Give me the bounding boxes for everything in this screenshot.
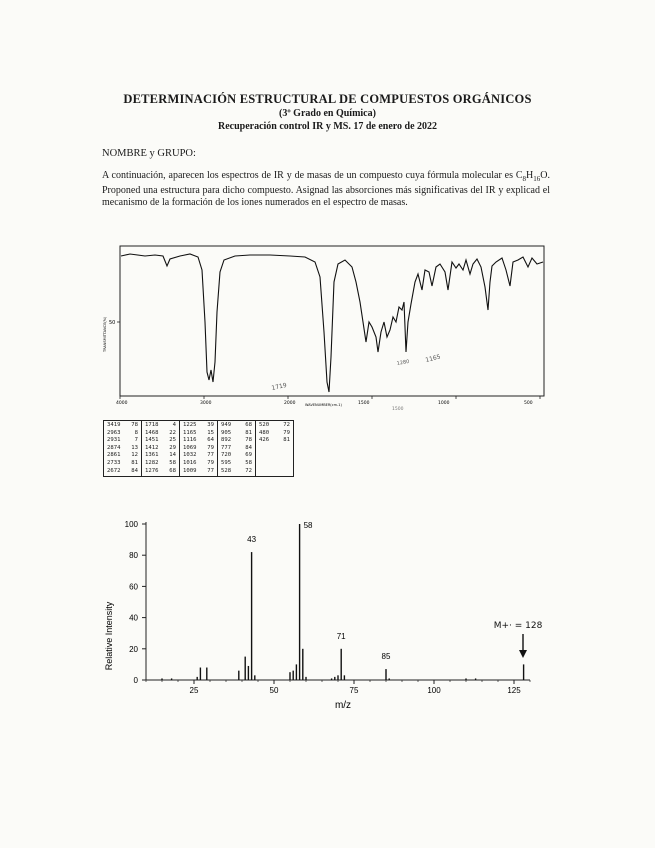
ir-trace [121,254,543,392]
instructions-text-1: A continuación, aparecen los espectros de IR y de masas de un compuesto cuya fórmula molecular es C [102,170,523,181]
ms-x-tick-label: 100 [427,686,441,695]
ir-peak-table [103,420,294,477]
ir-peak-wavenumber: 595 [221,459,232,466]
ir-y-tick-50: 50 [109,320,116,326]
ir-peak-entry [183,430,214,438]
ir-peak-wavenumber: 480 [259,429,270,436]
ms-peak-label: 71 [336,631,346,641]
ir-peak-column [142,421,180,477]
ms-peak-label: 85 [381,652,391,662]
ir-peak-wavenumber: 2874 [107,444,121,451]
ir-peak-transmittance: 84 [245,444,252,451]
ir-peak-column [218,421,256,477]
ir-peak-wavenumber: 1412 [145,444,159,451]
ir-peak-wavenumber: 2963 [107,429,121,436]
ir-peak-entry [183,452,214,460]
ir-peak-entry [107,422,138,430]
ir-peak-wavenumber: 1361 [145,452,159,459]
ir-peak-transmittance: 78 [131,422,138,428]
ir-peak-entry [145,460,176,468]
ms-y-tick-label: 20 [129,644,138,654]
ir-peak-transmittance: 64 [207,437,214,444]
formula-sub-8: 8 [522,175,527,183]
ir-annotation-1500: 1500 [392,407,404,412]
ir-peak-transmittance: 79 [207,444,214,451]
ir-annotation-1165: 1165 [424,353,442,364]
ms-peak-label: 58 [303,521,313,530]
ms-peak-labels [247,521,391,661]
ir-peak-wavenumber: 949 [221,422,232,428]
ir-peak-entry [259,430,290,438]
ir-peak-table-row [104,421,294,477]
ir-peak-column [180,421,218,477]
ir-peak-wavenumber: 1165 [183,429,197,436]
ir-peak-wavenumber: 1282 [145,459,159,466]
ir-peak-transmittance: 81 [283,437,290,444]
ir-peak-wavenumber: 2733 [107,459,121,466]
ir-peak-entry [183,445,214,453]
ir-peak-wavenumber: 720 [221,452,232,459]
document-subtitle-date: Recuperación control IR y MS. 17 de enero de 2022 [217,121,438,132]
ms-axes [125,520,530,695]
ir-peak-wavenumber: 777 [221,444,232,451]
ir-peak-transmittance: 58 [245,459,252,466]
ir-peak-entry [259,437,290,445]
ir-peak-transmittance: 8 [134,429,138,436]
ir-peak-wavenumber: 2861 [107,452,121,459]
ir-peak-transmittance: 77 [207,452,214,459]
ir-peak-wavenumber: 528 [221,467,232,474]
ir-peak-transmittance: 14 [169,452,176,459]
ir-x-tick-2000: 2000 [284,401,296,406]
ir-peak-wavenumber: 1069 [183,444,197,451]
ir-peak-transmittance: 29 [169,444,176,451]
ir-peak-entry [145,445,176,453]
ir-peak-entry [183,437,214,445]
ir-x-tick-3000: 3000 [200,401,212,406]
ir-peak-wavenumber: 1032 [183,452,197,459]
ir-peak-transmittance: 22 [169,429,176,436]
formula-sub-16: 16 [533,175,541,183]
ir-peak-wavenumber: 892 [221,437,232,444]
ir-peak-entry [221,422,252,430]
ir-peak-entry [145,452,176,460]
ir-peak-transmittance: 39 [207,422,214,428]
ir-x-tick-1000: 1000 [438,401,450,406]
ms-peak-label: 43 [247,535,257,545]
ir-peak-entry [107,452,138,460]
ms-x-tick-label: 75 [349,686,359,695]
formula-h: H [526,170,534,181]
ir-peak-entry [145,422,176,430]
ir-peak-entry [221,445,252,453]
ir-peak-wavenumber: 1016 [183,459,197,466]
instructions-text-2: O. Proponed una estructura para dicho compuesto. Asignad las absorciones más significativas del IR y explicad el mecanismo de la formación de los iones numerados en el espectro de masas. [102,170,550,209]
ir-peak-entry [145,468,176,476]
ms-y-tick-label: 40 [129,613,138,623]
ir-peak-transmittance: 78 [245,437,252,444]
ir-peak-entry [183,460,214,468]
ir-peak-entry [107,430,138,438]
ir-y-axis-label: TRANSMITTANCE(%) [103,316,107,352]
ir-annotation-1280: 1280 [396,358,410,367]
ir-x-tick-1500: 1500 [358,401,370,406]
ir-peak-transmittance: 72 [245,467,252,474]
ir-peak-transmittance: 84 [131,467,138,474]
ms-x-tick-label: 25 [189,686,199,695]
ir-peak-transmittance: 13 [131,444,138,451]
ir-peak-wavenumber: 520 [259,422,270,428]
ir-peak-wavenumber: 1009 [183,467,197,474]
ms-y-tick-label: 100 [124,520,138,529]
ir-peak-transmittance: 81 [131,459,138,466]
ir-peak-entry [183,468,214,476]
ms-x-tick-label: 50 [269,686,279,695]
ms-molecular-ion-annotation: M+· = 128 [493,621,543,631]
ms-y-tick-label: 80 [129,551,138,561]
ir-peak-entry [221,460,252,468]
ir-peak-transmittance: 4 [172,422,176,428]
ir-peak-wavenumber: 2931 [107,437,121,444]
name-group-label: NOMBRE y GRUPO: [102,148,196,159]
ms-y-tick-label: 0 [133,676,138,685]
ir-peak-transmittance: 79 [207,459,214,466]
ir-peak-wavenumber: 2672 [107,467,121,474]
ir-peak-wavenumber: 1468 [145,429,159,436]
ir-peak-wavenumber: 1225 [183,422,197,428]
ir-x-axis-label: WAVENUMBER(cm-1) [305,403,342,407]
ir-spectrum [100,242,550,414]
ir-peak-entry [107,468,138,476]
ir-peak-transmittance: 68 [245,422,252,428]
ir-peak-transmittance: 72 [283,422,290,428]
ir-peak-column [104,421,142,477]
ir-peak-transmittance: 77 [207,467,214,474]
ir-peak-transmittance: 81 [245,429,252,436]
ir-x-tick-500: 500 [524,401,533,406]
ir-peak-entry [145,430,176,438]
ir-peak-wavenumber: 1718 [145,422,159,428]
ms-x-axis-label: m/z [334,700,352,711]
ir-peak-transmittance: 12 [131,452,138,459]
mass-spectrum [98,512,548,712]
ir-peak-wavenumber: 1276 [145,467,159,474]
document-title: DETERMINACIÓN ESTRUCTURAL DE COMPUESTOS ORGÁNICOS [123,92,532,106]
ir-peak-entry [107,460,138,468]
ir-peak-entry [259,422,290,430]
ir-peak-entry [107,445,138,453]
ir-peak-wavenumber: 3419 [107,422,121,428]
ir-peak-transmittance: 15 [207,429,214,436]
ir-peak-transmittance: 58 [169,459,176,466]
ir-peak-entry [221,430,252,438]
instructions-paragraph [102,170,550,210]
ir-annotation-1719: 1719 [270,381,288,392]
ir-peak-transmittance: 68 [169,467,176,474]
document-subtitle: (3º Grado en Química) [279,108,376,119]
ir-peak-entry [221,468,252,476]
ms-y-axis-label: Relative Intensity [104,601,114,671]
ms-x-tick-label: 125 [507,686,521,695]
ir-peak-transmittance: 79 [283,429,290,436]
ir-peak-wavenumber: 426 [259,437,270,444]
ir-peak-entry [183,422,214,430]
ir-x-tick-4000: 4000 [116,401,128,406]
ir-peak-entry [221,452,252,460]
ir-peak-transmittance: 69 [245,452,252,459]
ms-molecular-ion-arrowhead [519,650,527,658]
ir-peak-column [256,421,294,477]
ir-peak-wavenumber: 905 [221,429,232,436]
ir-peak-entry [107,437,138,445]
ir-peak-entry [145,437,176,445]
ir-peak-transmittance: 25 [169,437,176,444]
ms-y-tick-label: 60 [129,582,138,592]
ms-bars [162,524,524,680]
ir-peak-wavenumber: 1116 [183,437,197,444]
ir-peak-entry [221,437,252,445]
ir-peak-wavenumber: 1451 [145,437,159,444]
ir-peak-transmittance: 7 [134,437,138,444]
